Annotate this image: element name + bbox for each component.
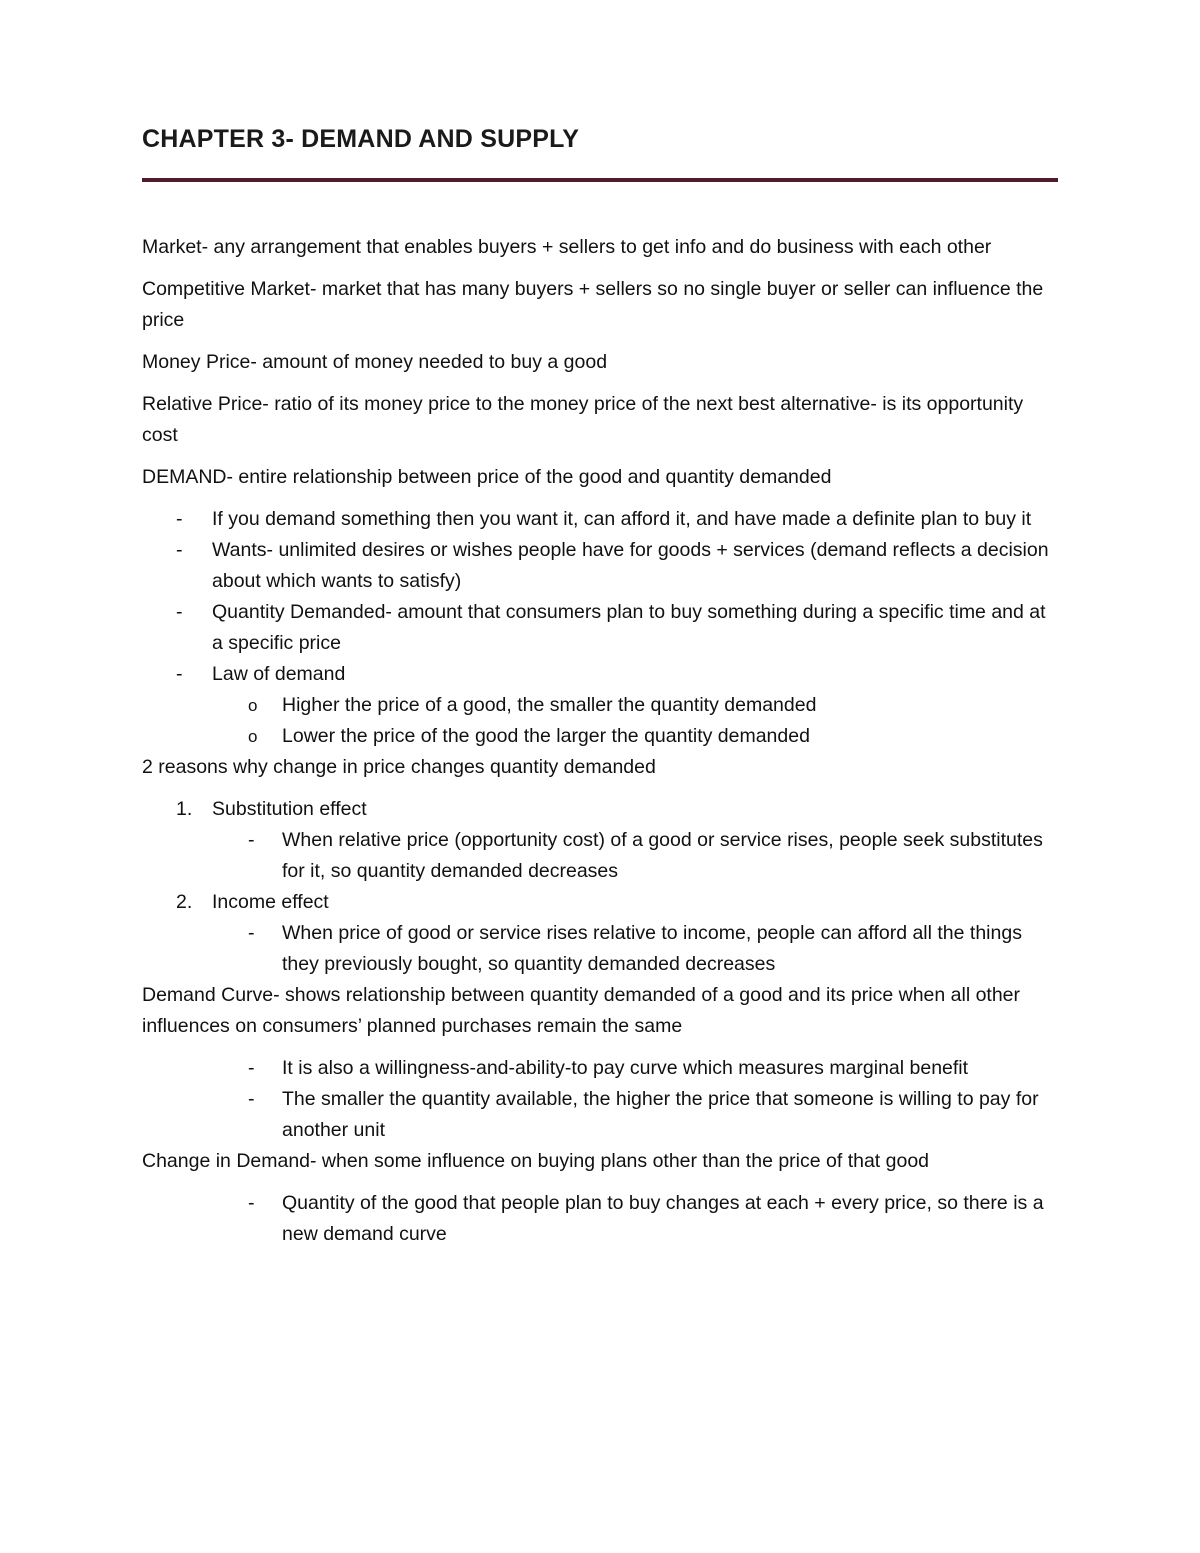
dash-marker: -	[176, 508, 183, 530]
list-item	[142, 597, 1058, 659]
list-item-text: Lower the price of the good the larger the quantity demanded	[282, 725, 810, 747]
list-item-text: The smaller the quantity available, the higher the price that someone is willing to pay for another unit	[282, 1088, 1039, 1141]
list-item-text: Income effect	[212, 891, 329, 913]
para-market: Market- any arrangement that enables buyers + sellers to get info and do business with each other	[142, 236, 992, 258]
document-page	[142, 118, 1058, 1250]
law-of-demand-list	[142, 690, 1058, 752]
para-relative-price: Relative Price- ratio of its money price to the money price of the next best alternative- is its opportunity cost	[142, 393, 1024, 446]
list-item	[142, 825, 1058, 887]
title-rule	[142, 178, 1058, 182]
list-item-text: Quantity Demanded- amount that consumers plan to buy something during a specific time and at a specific price	[212, 601, 1046, 654]
list-item	[142, 1053, 1058, 1084]
dash-marker: -	[248, 1088, 255, 1110]
reasons-numbered-list	[142, 794, 1058, 825]
para-demand-curve: Demand Curve- shows relationship between quantity demanded of a good and its price when all other influences on consumers’ planned purchases remain the same	[142, 984, 1021, 1037]
dash-marker: -	[176, 663, 183, 685]
dash-marker: -	[248, 922, 255, 944]
list-item-text: When relative price (opportunity cost) of a good or service rises, people seek substitutes for it, so quantity demanded decreases	[282, 829, 1043, 882]
list-item-text: Quantity of the good that people plan to buy changes at each + every price, so there is a new demand curve	[282, 1192, 1044, 1245]
page-title: CHAPTER 3- DEMAND AND SUPPLY	[142, 125, 580, 153]
list-item-text: If you demand something then you want it, can afford it, and have made a definite plan to buy it	[212, 508, 1032, 530]
number-marker: 2.	[176, 891, 193, 913]
list-item-text: Law of demand	[212, 663, 346, 685]
dash-marker: -	[176, 601, 183, 623]
list-item	[142, 504, 1058, 535]
list-item	[142, 794, 1058, 825]
para-demand: DEMAND- entire relationship between price of the good and quantity demanded	[142, 466, 832, 488]
demand-curve-list	[142, 1053, 1058, 1146]
para-competitive-market: Competitive Market- market that has many buyers + sellers so no single buyer or seller can influence the price	[142, 278, 1044, 331]
list-item-text: Substitution effect	[212, 798, 367, 820]
list-item	[142, 535, 1058, 597]
change-in-demand-list	[142, 1188, 1058, 1250]
para-money-price: Money Price- amount of money needed to buy a good	[142, 351, 608, 373]
list-item	[142, 1188, 1058, 1250]
dash-marker: -	[248, 829, 255, 851]
list-item	[142, 721, 1058, 752]
reasons-numbered-list-2	[142, 887, 1058, 918]
list-item	[142, 690, 1058, 721]
circle-marker: o	[248, 727, 258, 746]
list-item-text: It is also a willingness-and-ability-to pay curve which measures marginal benefit	[282, 1057, 969, 1079]
para-reasons: 2 reasons why change in price changes quantity demanded	[142, 756, 656, 778]
dash-marker: -	[248, 1192, 255, 1214]
circle-marker: o	[248, 696, 258, 715]
para-change-in-demand: Change in Demand- when some influence on buying plans other than the price of that good	[142, 1150, 930, 1172]
list-item-text: When price of good or service rises relative to income, people can afford all the things they previously bought, so quantity demanded decreases	[282, 922, 1022, 975]
dash-marker: -	[248, 1057, 255, 1079]
list-item-text: Wants- unlimited desires or wishes people have for goods + services (demand reflects a decision about which wants to satisfy)	[212, 539, 1049, 592]
number-marker: 1.	[176, 798, 193, 820]
list-item	[142, 918, 1058, 980]
dash-marker: -	[176, 539, 183, 561]
substitution-sub-list	[142, 825, 1058, 887]
income-sub-list	[142, 918, 1058, 980]
list-item	[142, 887, 1058, 918]
list-item	[142, 659, 1058, 690]
list-item-text: Higher the price of a good, the smaller the quantity demanded	[282, 694, 817, 716]
demand-bullet-list	[142, 504, 1058, 690]
list-item	[142, 1084, 1058, 1146]
